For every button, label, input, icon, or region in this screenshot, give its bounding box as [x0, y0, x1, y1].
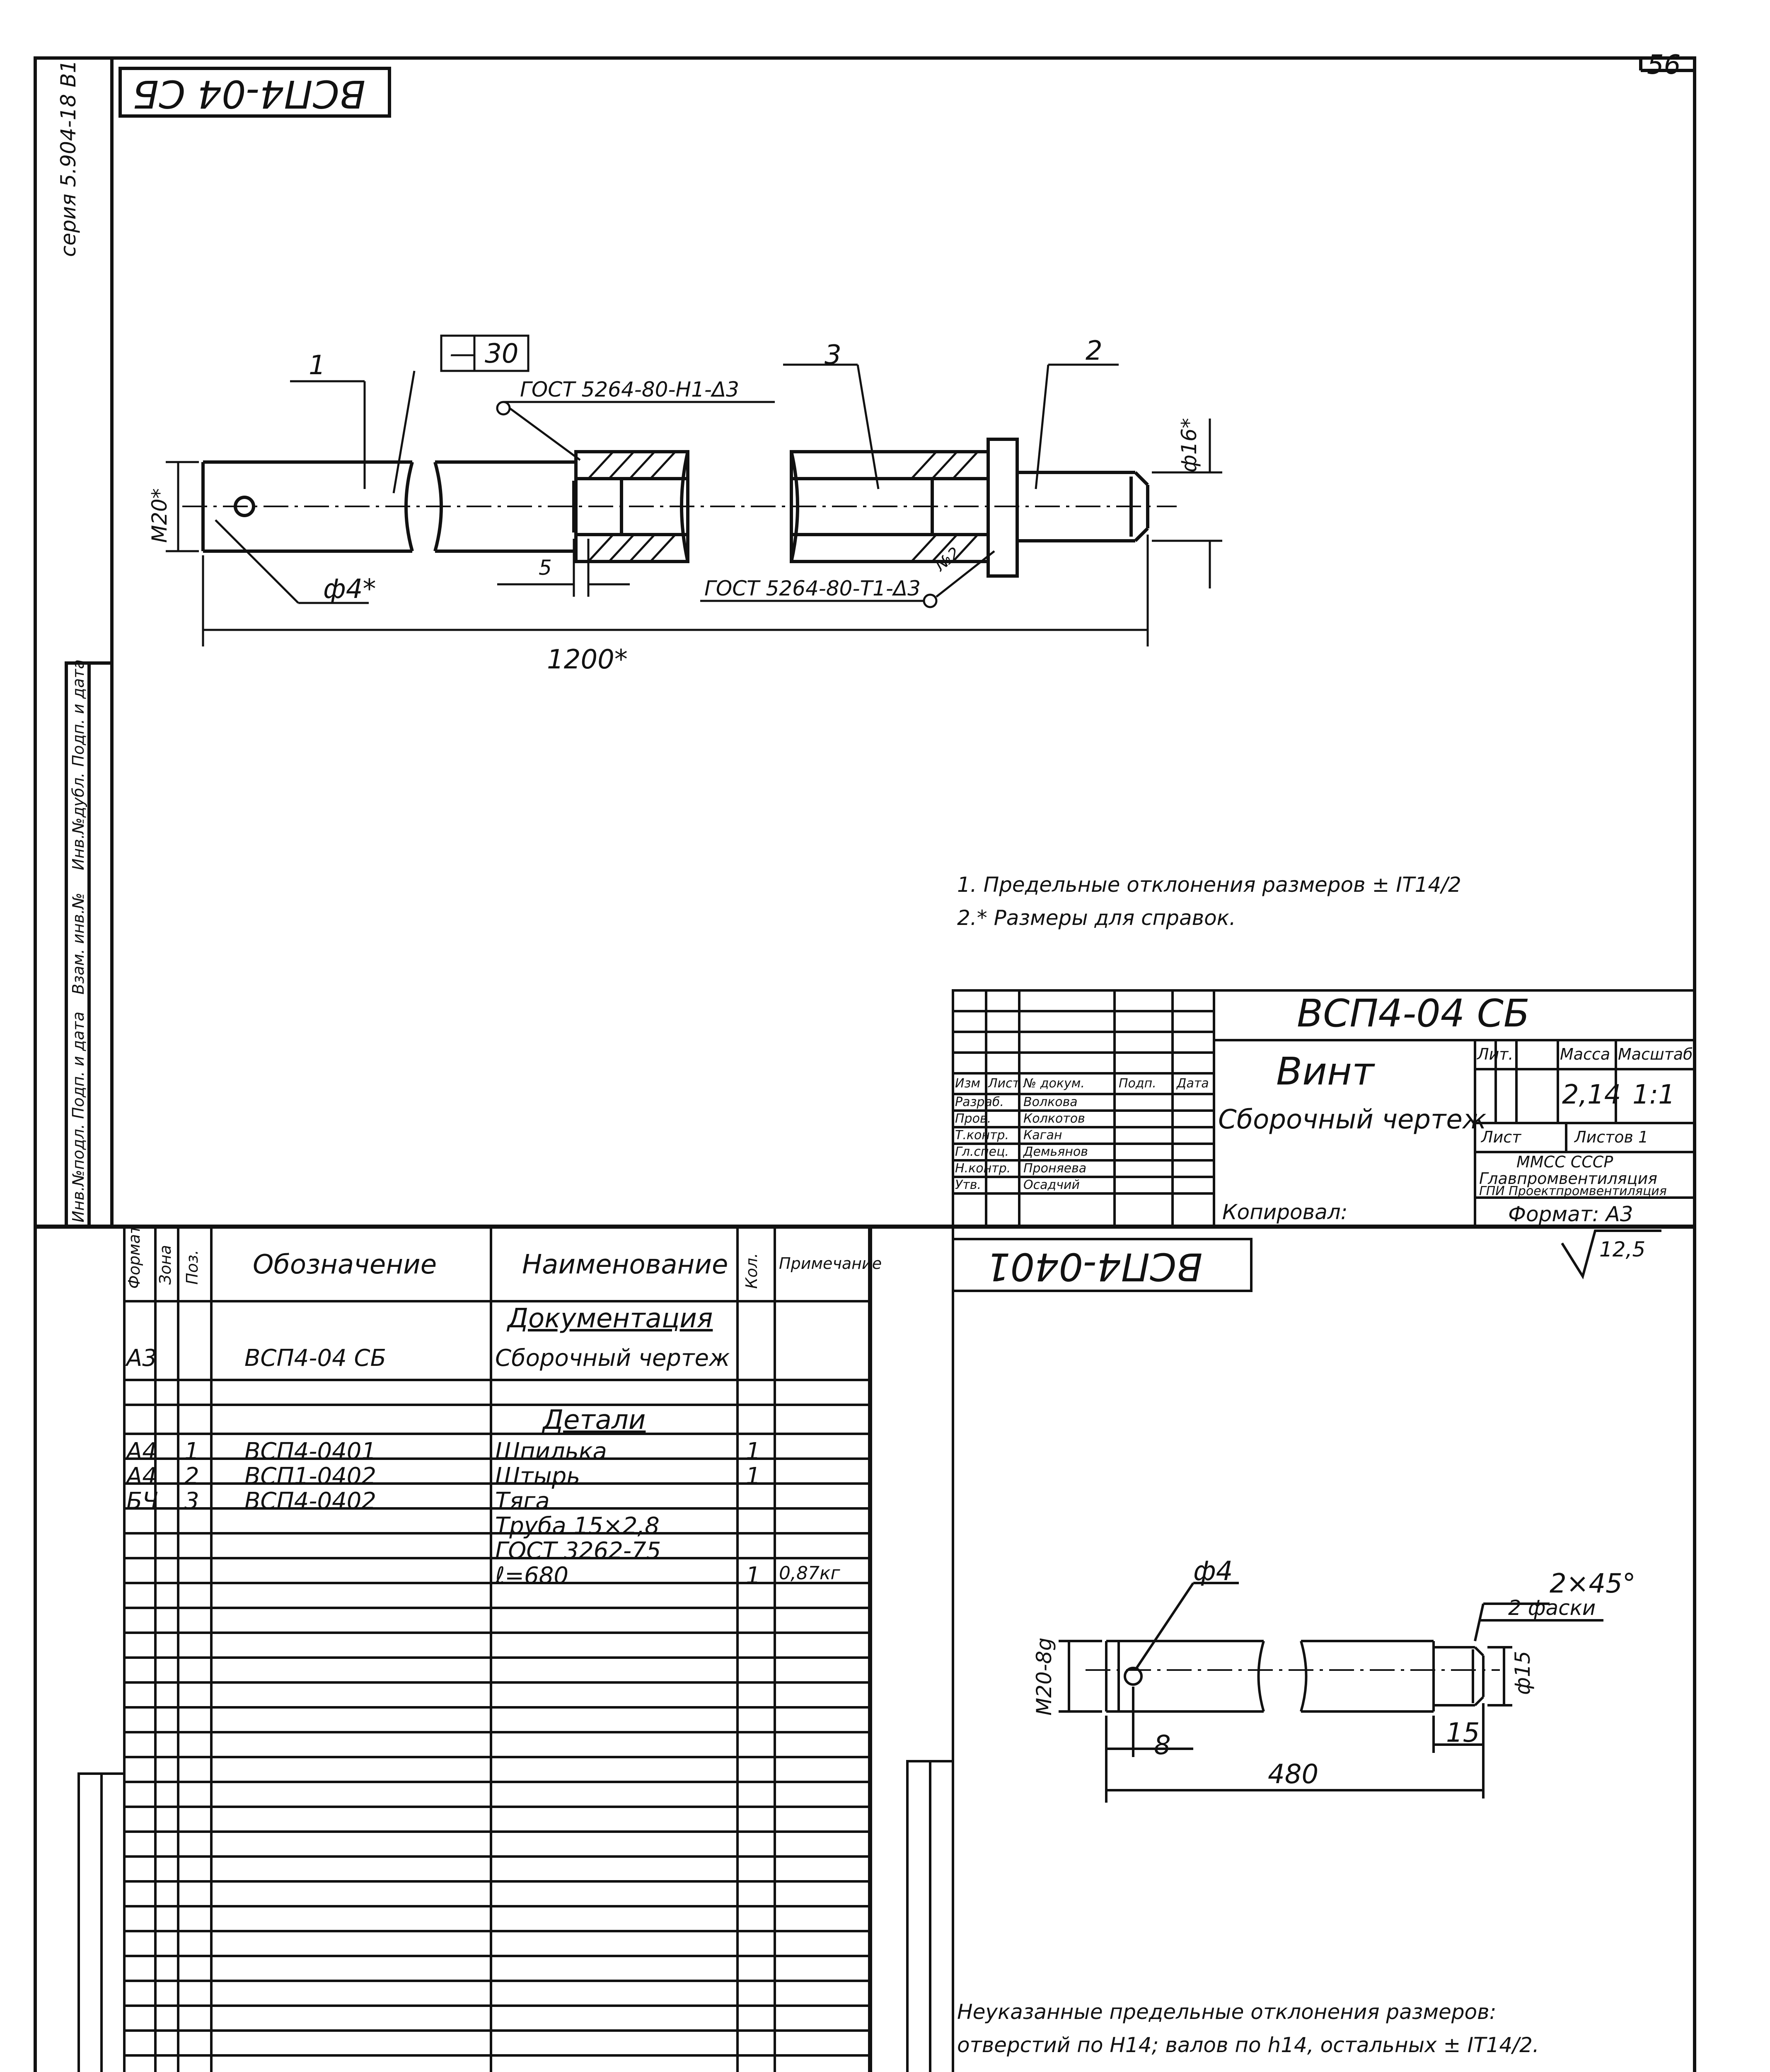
spec-cell-name: ℓ=680: [495, 1562, 568, 1589]
page-number: 56: [1647, 50, 1681, 80]
side-label: Подп. и дата: [69, 1012, 87, 1119]
upper-staff-name: Каган: [1023, 1128, 1062, 1143]
position-3: 3: [825, 340, 841, 370]
side-label: Инв.№подл.: [69, 1123, 87, 1222]
upper-title-name: Винт: [1276, 1049, 1374, 1094]
side-label: Взам. инв.№: [69, 893, 87, 995]
upper-mass-label: Масса: [1560, 1045, 1610, 1063]
dim-m20: М20*: [148, 488, 172, 543]
spec-cell-name: Шпилька: [495, 1438, 607, 1465]
upper-staff-role: Н.контр.: [955, 1161, 1011, 1176]
tolerance-value: 30: [485, 339, 519, 369]
part-note-line-2: отверстий по Н14; валов по h14, остальных ± IT14/2.: [957, 2033, 1539, 2057]
spec-cell-qty: 1: [746, 1463, 761, 1490]
spec-cell-code: ВСП4-0402: [244, 1488, 376, 1515]
spec-cell-qty: 1: [746, 1562, 761, 1589]
dim-phi16: ф16*: [1177, 418, 1201, 472]
spec-header-qty: Кол.: [742, 1253, 761, 1289]
part-dim-chamfer: 2×45°: [1550, 1569, 1636, 1599]
upper-hdr-doc: № докум.: [1023, 1076, 1085, 1091]
spec-header-format: Формат: [125, 1225, 143, 1289]
series-stamp: серия 5.904-18 В1: [56, 60, 80, 257]
upper-staff-name: Волкова: [1023, 1095, 1078, 1109]
upper-lit-label: Лит.: [1477, 1045, 1514, 1063]
upper-staff-role: Гл.спец.: [955, 1145, 1009, 1159]
part-dim-length: 480: [1268, 1759, 1319, 1790]
position-2: 2: [1086, 336, 1103, 366]
weld-mark: №2: [931, 543, 964, 575]
upper-staff-name: Колкотов: [1023, 1111, 1085, 1126]
spec-cell-name: ГОСТ 3262-75: [495, 1537, 661, 1564]
outer-frame: [35, 58, 1695, 2072]
upper-staff-name: Осадчий: [1023, 1178, 1080, 1192]
position-1: 1: [309, 350, 326, 381]
weld-note-bottom: ГОСТ 5264-80-Т1-Δ3: [704, 576, 921, 600]
spec-cell-pos: 3: [184, 1488, 199, 1515]
upper-format: Формат: А3: [1508, 1202, 1633, 1226]
upper-hdr-list: Лист: [988, 1076, 1020, 1091]
spec-cell-fmt: А4: [126, 1463, 157, 1490]
spec-cell-fmt: БЧ: [126, 1488, 158, 1515]
upper-title-doctype: Сборочный чертеж: [1218, 1104, 1487, 1135]
upper-staff-role: Т.контр.: [955, 1128, 1009, 1143]
side-label: Подп. и дата: [69, 659, 87, 767]
upper-title-code: ВСП4-04 СБ: [1297, 991, 1530, 1036]
spec-cell-note: 0,87кг: [779, 1563, 840, 1584]
upper-scale-label: Масштаб: [1618, 1045, 1693, 1063]
spec-cell-name: Тяга: [495, 1488, 550, 1515]
upper-staff-role: Разраб.: [955, 1095, 1004, 1109]
upper-mass: 2,14: [1562, 1080, 1621, 1110]
upper-hdr-izm: Изм: [955, 1076, 981, 1091]
spec-header-code: Обозначение: [253, 1249, 437, 1280]
upper-staff-role: Пров.: [955, 1111, 991, 1126]
spec-cell-fmt: А4: [126, 1438, 157, 1465]
part-note-line-1: Неуказанные предельные отклонения размеров:: [957, 2000, 1497, 2024]
roughness: 12,5: [1599, 1237, 1646, 1261]
spec-cell-pos: 2: [184, 1463, 199, 1490]
upper-copied: Копировал:: [1222, 1200, 1348, 1224]
part-dim-phi4: ф4: [1193, 1556, 1233, 1587]
dim-phi4: ф4*: [323, 574, 376, 605]
part-dim-eight: 8: [1154, 1730, 1171, 1761]
spec-cell-pos: 1: [184, 1438, 199, 1465]
upper-frame: [112, 58, 1695, 1227]
upper-sheet-label: Лист: [1481, 1128, 1521, 1146]
upper-staff-name: Проняева: [1023, 1161, 1087, 1176]
spec-cell-code: ВСП4-04 СБ: [244, 1345, 387, 1372]
dim-five: 5: [539, 556, 552, 580]
spec-cell-fmt: А3: [126, 1345, 157, 1372]
weld-note-top: ГОСТ 5264-80-Н1-Δ3: [520, 378, 739, 402]
note-2: 2.* Размеры для справок.: [957, 906, 1236, 930]
spec-header-note: Примечание: [779, 1254, 882, 1273]
upper-org1: ММСС СССР: [1516, 1153, 1613, 1171]
spec-cell-code: ВСП1-0402: [244, 1463, 376, 1490]
spec-header-pos: Поз.: [183, 1249, 201, 1285]
upper-org2: Главпромвентиляция: [1479, 1169, 1658, 1188]
upper-staff-role: Утв.: [955, 1178, 981, 1192]
note-1: 1. Предельные отклонения размеров ± IT14/2: [957, 873, 1461, 897]
part-dim-m20: М20-8g: [1032, 1637, 1056, 1716]
spec-cell-code: ВСП4-0401: [244, 1438, 376, 1465]
upper-hdr-date: Дата: [1177, 1076, 1209, 1091]
part-dim-chamfer-note: 2 фаски: [1508, 1596, 1596, 1620]
upper-rotated-code: ВСП4-04 СБ: [133, 72, 365, 116]
upper-scale: 1:1: [1632, 1080, 1675, 1110]
tolerance-symbol: —: [450, 339, 476, 369]
spec-cell-name: Труба 15×2,8: [495, 1513, 660, 1539]
upper-staff-name: Демьянов: [1023, 1145, 1088, 1159]
part-dim-phi15: ф15: [1511, 1651, 1535, 1695]
upper-sheets-label: Листов 1: [1574, 1128, 1649, 1146]
spec-header-name: Наименование: [522, 1249, 728, 1280]
spec-section-docs: Документация: [508, 1303, 713, 1334]
spec-cell-name: Штырь: [495, 1463, 580, 1490]
upper-org3: ГПИ Проектпромвентиляция: [1479, 1184, 1667, 1198]
part-dim-fifteen: 15: [1446, 1718, 1480, 1748]
spec-header-zone: Зона: [156, 1245, 174, 1285]
part-rotated-code: ВСП4-0401: [986, 1244, 1203, 1289]
spec-section-parts: Детали: [543, 1405, 646, 1435]
upper-hdr-podp: Подп.: [1119, 1076, 1156, 1091]
side-label: Инв.№дубл.: [69, 772, 87, 870]
spec-cell-qty: 1: [746, 1438, 761, 1465]
dim-length: 1200*: [547, 644, 628, 675]
spec-cell-name: Сборочный чертеж: [495, 1345, 730, 1372]
